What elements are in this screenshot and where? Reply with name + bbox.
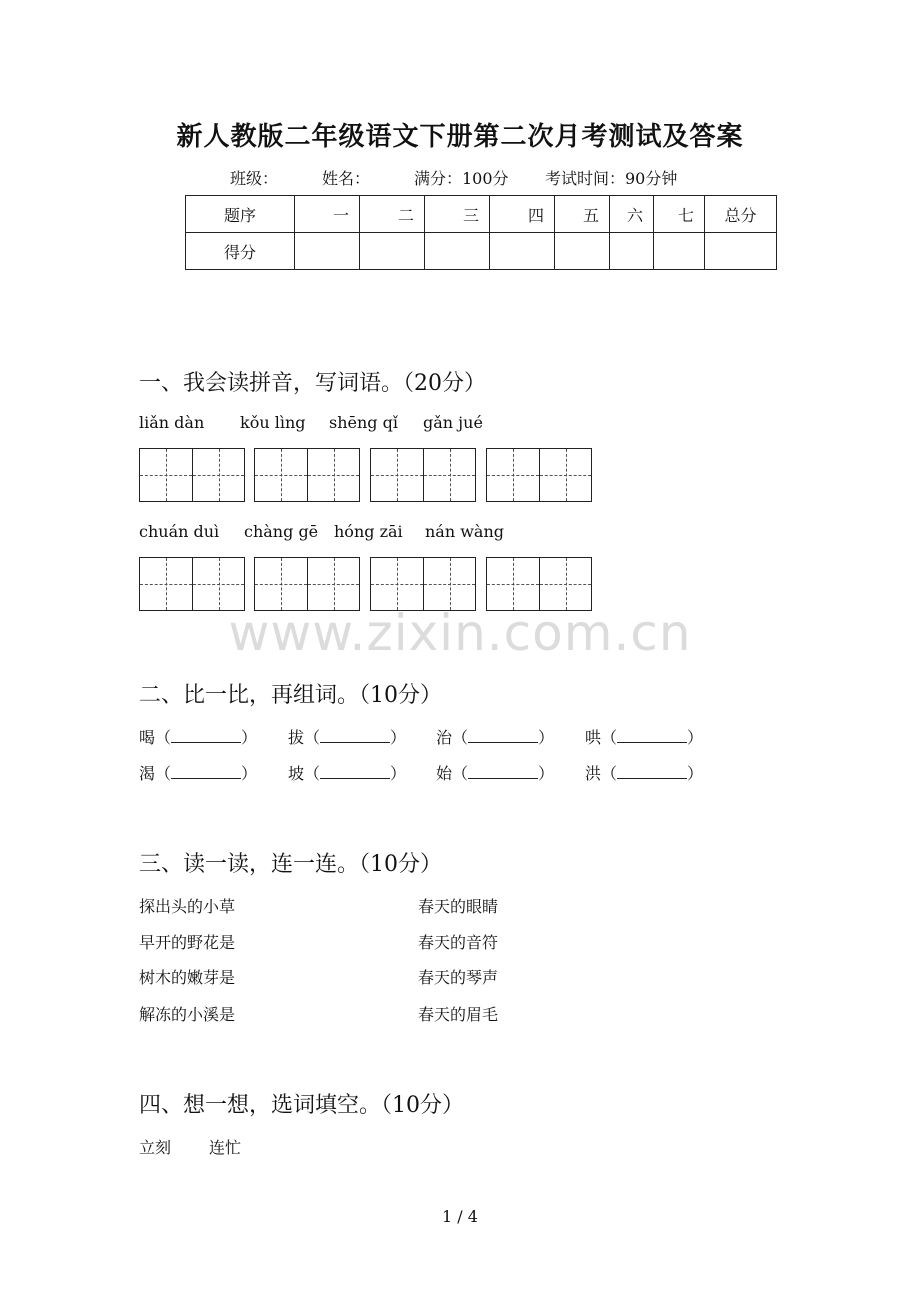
page-title: 新人教版二年级语文下册第二次月考测试及答案 bbox=[176, 122, 744, 152]
word-item bbox=[585, 725, 703, 748]
pinyin-label: chàng gē bbox=[244, 522, 319, 541]
close-paren: ） bbox=[390, 764, 407, 783]
answer-blank[interactable] bbox=[320, 764, 390, 779]
writing-grid[interactable] bbox=[139, 448, 245, 502]
pinyin-label: hóng zāi bbox=[334, 522, 403, 541]
section3-heading: 三、读一读，连一连。（10分） bbox=[139, 852, 442, 877]
match-right-item[interactable]: 春天的眼睛 bbox=[418, 897, 499, 916]
pinyin-label: liǎn dàn bbox=[139, 413, 205, 432]
section2-heading: 二、比一比，再组词。（10分） bbox=[139, 683, 442, 708]
score-cell[interactable] bbox=[490, 233, 555, 270]
watermark: www.zixin.com.cn bbox=[228, 604, 692, 662]
word-option: 立刻 bbox=[139, 1138, 172, 1157]
word-item bbox=[288, 761, 406, 784]
writing-grid[interactable] bbox=[139, 557, 245, 611]
score-table bbox=[185, 195, 777, 270]
word-item bbox=[436, 761, 554, 784]
open-paren: （ bbox=[601, 728, 618, 747]
close-paren: ） bbox=[538, 728, 555, 747]
answer-blank[interactable] bbox=[320, 728, 390, 743]
word-item bbox=[436, 725, 554, 748]
match-right-item[interactable]: 春天的眉毛 bbox=[418, 1005, 499, 1024]
full-score: 满分：100分 bbox=[414, 169, 509, 188]
match-right-item[interactable]: 春天的琴声 bbox=[418, 968, 499, 987]
close-paren: ） bbox=[241, 728, 258, 747]
character: 坡 bbox=[288, 764, 305, 783]
score-cell[interactable] bbox=[705, 233, 777, 270]
match-left-item[interactable]: 解冻的小溪是 bbox=[139, 1005, 236, 1024]
writing-grid[interactable] bbox=[486, 557, 592, 611]
close-paren: ） bbox=[390, 728, 407, 747]
score-cell[interactable] bbox=[425, 233, 490, 270]
writing-grid[interactable] bbox=[254, 448, 360, 502]
pinyin-label: kǒu lìng bbox=[240, 413, 306, 432]
header-cell: 总分 bbox=[705, 196, 777, 233]
header-cell: 二 bbox=[360, 196, 425, 233]
open-paren: （ bbox=[304, 728, 321, 747]
open-paren: （ bbox=[452, 728, 469, 747]
writing-grid[interactable] bbox=[486, 448, 592, 502]
score-cell[interactable] bbox=[610, 233, 654, 270]
section1-heading: 一、我会读拼音，写词语。（20分） bbox=[139, 371, 486, 396]
score-cell[interactable] bbox=[654, 233, 705, 270]
header-cell: 六 bbox=[610, 196, 654, 233]
header-cell: 七 bbox=[654, 196, 705, 233]
score-table-score-row bbox=[186, 233, 777, 270]
answer-blank[interactable] bbox=[171, 764, 241, 779]
match-right-item[interactable]: 春天的音符 bbox=[418, 933, 499, 952]
character: 渴 bbox=[139, 764, 156, 783]
pinyin-label: chuán duì bbox=[139, 522, 220, 541]
match-left-item[interactable]: 早开的野花是 bbox=[139, 933, 236, 952]
pinyin-label: nán wàng bbox=[425, 522, 505, 541]
exam-time: 考试时间：90分钟 bbox=[545, 169, 678, 188]
answer-blank[interactable] bbox=[468, 764, 538, 779]
close-paren: ） bbox=[687, 764, 704, 783]
open-paren: （ bbox=[452, 764, 469, 783]
score-cell[interactable] bbox=[360, 233, 425, 270]
word-item bbox=[585, 761, 703, 784]
word-item bbox=[139, 725, 257, 748]
close-paren: ） bbox=[538, 764, 555, 783]
answer-blank[interactable] bbox=[468, 728, 538, 743]
open-paren: （ bbox=[155, 764, 172, 783]
page-number: 1 / 4 bbox=[442, 1207, 478, 1226]
match-left-item[interactable]: 探出头的小草 bbox=[139, 897, 236, 916]
match-left-item[interactable]: 树木的嫩芽是 bbox=[139, 968, 236, 987]
header-cell: 三 bbox=[425, 196, 490, 233]
writing-grid[interactable] bbox=[370, 448, 476, 502]
name-label: 姓名： bbox=[322, 169, 371, 188]
character: 拔 bbox=[288, 728, 305, 747]
score-table-header-row bbox=[186, 196, 777, 233]
writing-grid[interactable] bbox=[254, 557, 360, 611]
answer-blank[interactable] bbox=[617, 728, 687, 743]
pinyin-label: gǎn jué bbox=[423, 413, 483, 432]
character: 治 bbox=[436, 728, 453, 747]
open-paren: （ bbox=[601, 764, 618, 783]
character: 始 bbox=[436, 764, 453, 783]
open-paren: （ bbox=[304, 764, 321, 783]
score-cell[interactable] bbox=[295, 233, 360, 270]
open-paren: （ bbox=[155, 728, 172, 747]
word-option: 连忙 bbox=[209, 1138, 242, 1157]
header-cell: 一 bbox=[295, 196, 360, 233]
pinyin-label: shēng qǐ bbox=[329, 413, 398, 432]
close-paren: ） bbox=[687, 728, 704, 747]
character: 喝 bbox=[139, 728, 156, 747]
class-label: 班级： bbox=[230, 169, 279, 188]
score-row-label: 得分 bbox=[186, 233, 295, 270]
header-cell: 四 bbox=[490, 196, 555, 233]
header-cell: 五 bbox=[555, 196, 610, 233]
word-item bbox=[288, 725, 406, 748]
header-cell: 题序 bbox=[186, 196, 295, 233]
section4-heading: 四、想一想，选词填空。（10分） bbox=[139, 1093, 464, 1118]
character: 洪 bbox=[585, 764, 602, 783]
word-item bbox=[139, 761, 257, 784]
character: 哄 bbox=[585, 728, 602, 747]
score-cell[interactable] bbox=[555, 233, 610, 270]
answer-blank[interactable] bbox=[171, 728, 241, 743]
answer-blank[interactable] bbox=[617, 764, 687, 779]
writing-grid[interactable] bbox=[370, 557, 476, 611]
close-paren: ） bbox=[241, 764, 258, 783]
